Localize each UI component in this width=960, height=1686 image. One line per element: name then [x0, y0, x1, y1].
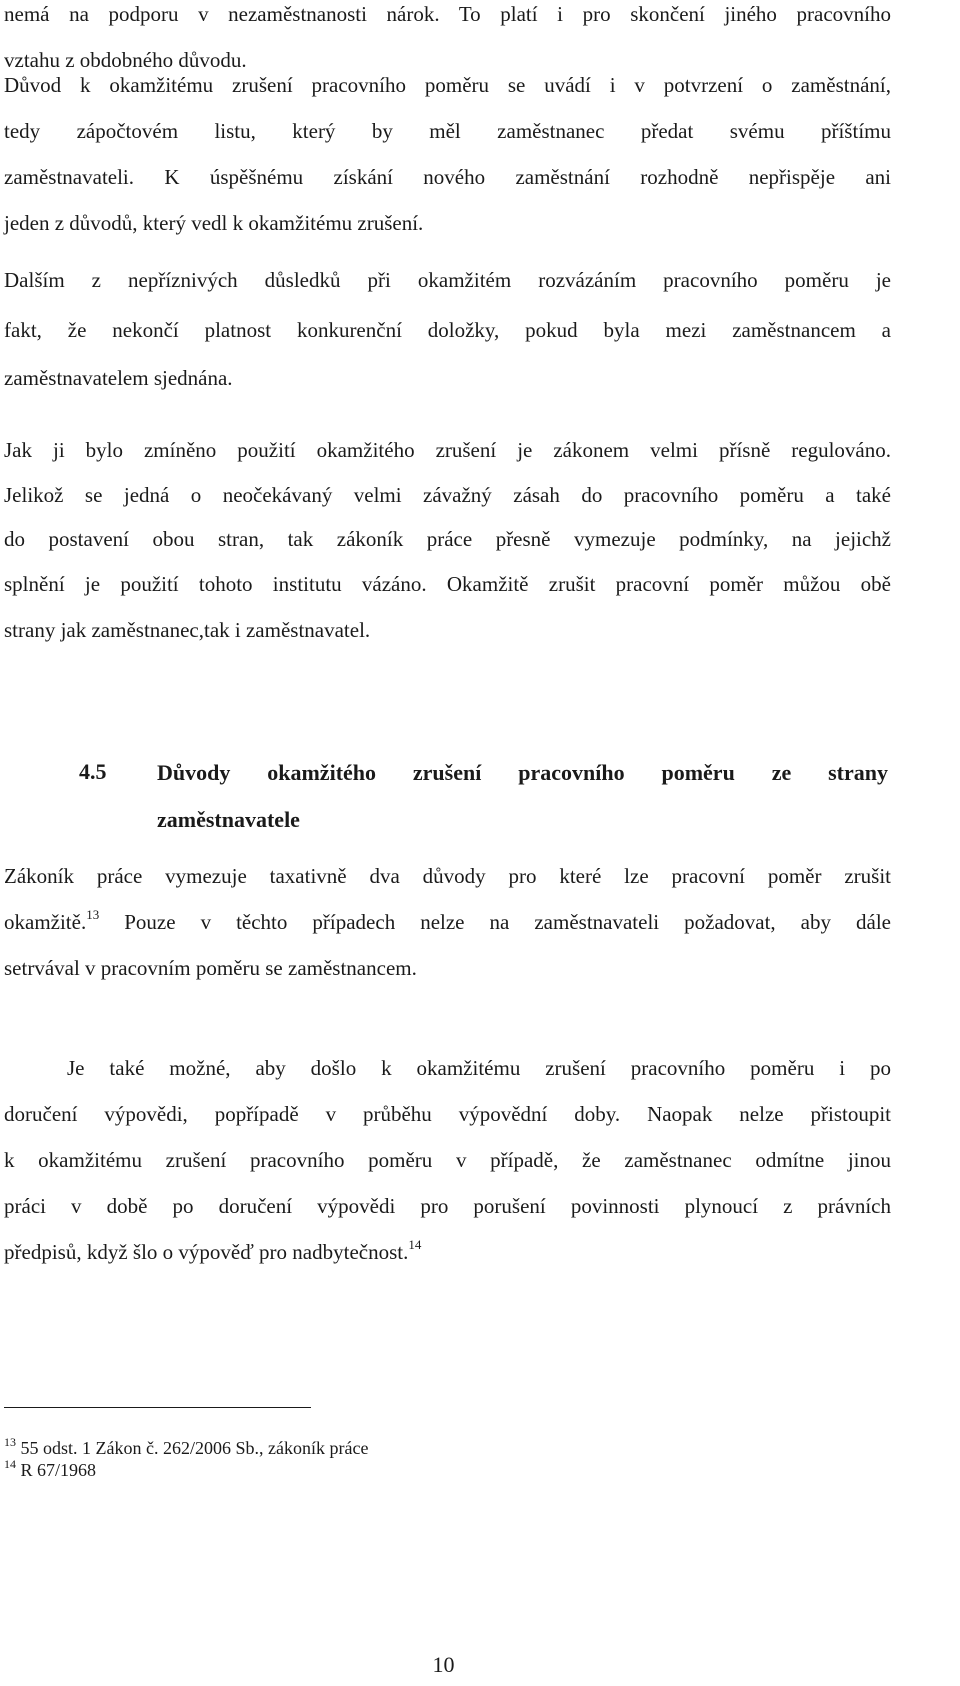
text-line: Je také možné, aby došlo k okamžitému zrušení pracovního poměru i po [67, 1056, 891, 1080]
heading-line: zaměstnavatele [157, 807, 300, 832]
text-line: Dalším z nepříznivých důsledků při okamžitém rozvázáním pracovního poměru je [4, 268, 891, 292]
text-line: tedy zápočtovém listu, který by měl zaměstnanec předat svému příštímu [4, 119, 891, 143]
footnote-ref-14[interactable]: 14 [408, 1237, 422, 1252]
text-line: vztahu z obdobného důvodu. [4, 48, 247, 72]
section-heading [157, 749, 888, 843]
text-line: do postavení obou stran, tak zákoník práce přesně vymezuje podmínky, na jejichž [4, 527, 891, 551]
paragraph-6-first [67, 1045, 891, 1091]
text-line [4, 1229, 891, 1275]
footnote-text: R 67/1968 [16, 1460, 97, 1480]
paragraph-6 [4, 1091, 891, 1275]
text-span: Pouze v těchto případech nelze na zaměstnavateli požadovat, aby dále [99, 910, 891, 934]
footnote-text: 55 odst. 1 Zákon č. 262/2006 Sb., zákoník práce [16, 1438, 369, 1458]
text-line: zaměstnavatelem sjednána. [4, 366, 233, 390]
paragraph-5 [4, 853, 891, 991]
paragraph-4 [4, 427, 891, 653]
text-line: Jelikož se jedná o neočekávaný velmi závažný zásah do pracovního poměru a také [4, 483, 891, 507]
footnote-separator [4, 1407, 311, 1408]
text-line [4, 899, 891, 945]
footnote-number: 14 [4, 1457, 16, 1471]
footnote-ref-13[interactable]: 13 [86, 907, 100, 922]
page-number: 10 [432, 1652, 455, 1677]
text-line: fakt, že nekončí platnost konkurenční doložky, pokud byla mezi zaměstnancem a [4, 318, 891, 342]
footnote-number: 13 [4, 1435, 16, 1449]
heading-line: Důvody okamžitého zrušení pracovního poměru ze strany [157, 760, 888, 785]
text-line: jeden z důvodů, který vedl k okamžitému zrušení. [4, 211, 424, 235]
footnote-13 [4, 1437, 368, 1459]
text-line: k okamžitému zrušení pracovního poměru v případě, že zaměstnanec odmítne jinou [4, 1148, 891, 1172]
text-line: setrvával v pracovním poměru se zaměstnancem. [4, 956, 417, 980]
text-line: splnění je použití tohoto institutu vázáno. Okamžitě zrušit pracovní poměr můžou obě [4, 572, 891, 596]
paragraph-2 [4, 62, 891, 246]
text-line: zaměstnavateli. K úspěšnému získání nového zaměstnání rozhodně nepřispěje ani [4, 165, 891, 189]
text-line: Jak ji bylo zmíněno použití okamžitého zrušení je zákonem velmi přísně regulováno. [4, 438, 891, 462]
section-number: 4.5 [79, 759, 107, 784]
text-line: strany jak zaměstnanec,tak i zaměstnavatel. [4, 618, 371, 642]
text-line: nemá na podporu v nezaměstnanosti nárok. To platí i pro skončení jiného pracovního [4, 2, 891, 26]
text-line: práci v době po doručení výpovědi pro porušení povinnosti plynoucí z právních [4, 1194, 891, 1218]
text-line: Důvod k okamžitému zrušení pracovního poměru se uvádí i v potvrzení o zaměstnání, [4, 73, 891, 97]
text-line: Zákoník práce vymezuje taxativně dva důvody pro které lze pracovní poměr zrušit [4, 864, 891, 888]
footnote-14 [4, 1459, 96, 1481]
text-span: okamžitě. [4, 910, 87, 934]
text-line: doručení výpovědi, popřípadě v průběhu výpovědní doby. Naopak nelze přistoupit [4, 1102, 891, 1126]
text-span: předpisů, když šlo o výpověď pro nadbytečnost. [4, 1240, 409, 1264]
paragraph-3 [4, 255, 891, 401]
